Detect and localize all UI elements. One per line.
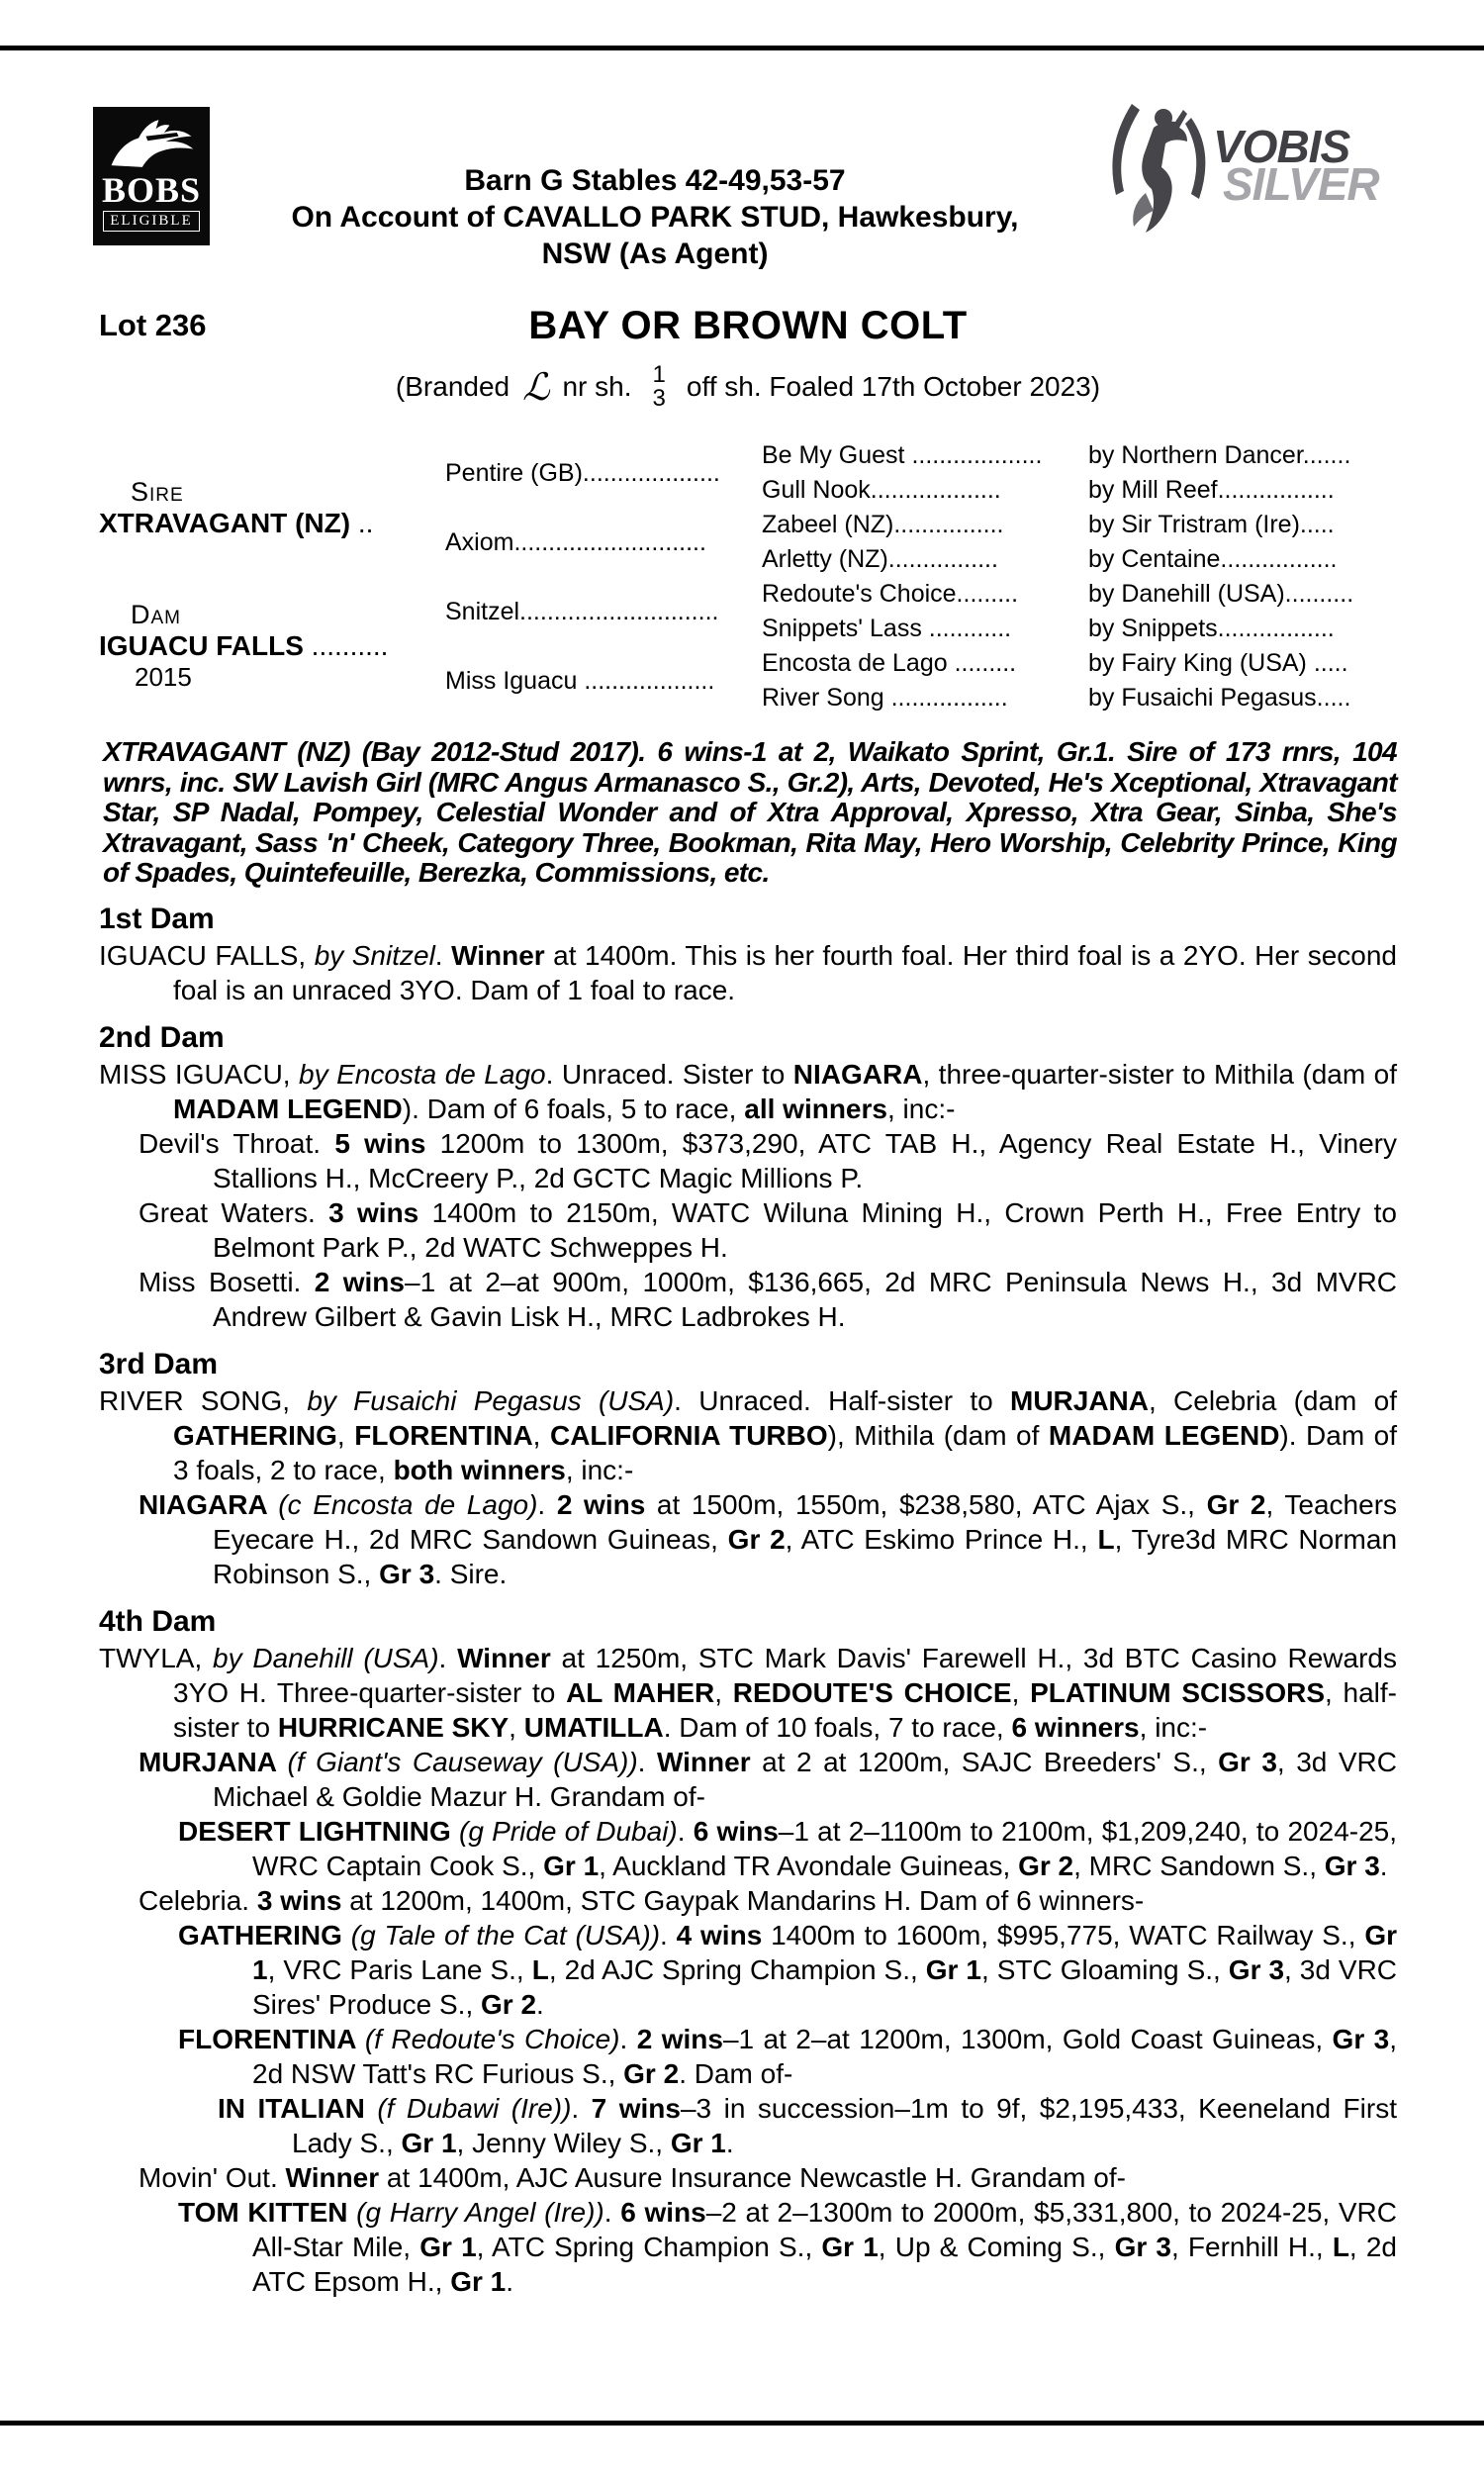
bobs-logo-subtitle: ELIGIBLE (103, 211, 199, 232)
dam-label: Dam (131, 600, 181, 629)
text-run: . (537, 1488, 557, 1520)
brand-mark-icon: ℒ (522, 365, 550, 409)
gen2-cell: Snitzel............................. (445, 597, 719, 625)
bobs-logo-title: BOBS (101, 170, 202, 210)
gen3-name: River Song ................. (762, 684, 1008, 712)
vobis-silver-logo (1100, 93, 1397, 238)
gen3-row (762, 508, 1397, 542)
text-run: , half-sister to (173, 1676, 1397, 1743)
bobs-horse-icon (106, 115, 197, 172)
pedigree-paragraph (99, 1126, 1397, 1195)
gen3-name: Snippets' Lass ............ (762, 615, 1012, 642)
sire-block (99, 438, 445, 577)
text-run: 6 wins (620, 2196, 706, 2228)
text-run: . (725, 2127, 734, 2158)
text-run: (f Giant's Causeway (USA)) (287, 1746, 638, 1777)
text-run: , Up & Coming S., (878, 2231, 1115, 2262)
text-run: , Celebria (dam of (1149, 1384, 1397, 1416)
text-run: L (531, 1953, 549, 1985)
text-run: ). Dam of 3 foals, 2 to race, (173, 1419, 1398, 1485)
text-run: Gr 2 (1018, 1850, 1074, 1881)
text-run: by Fusaichi Pegasus (USA) (307, 1384, 675, 1416)
text-run: Gr 1 (450, 2265, 507, 2297)
text-run: Gr 1 (419, 2231, 477, 2262)
text-run: 6 winners (1011, 1711, 1140, 1743)
text-run: 2 wins (556, 1488, 646, 1520)
gen3-name: Arletty (NZ)................ (762, 545, 998, 573)
gen2-cell: Miss Iguacu ................... (445, 666, 715, 695)
text-run: all winners (744, 1093, 887, 1124)
text-run: , Fernhill H., (1170, 2231, 1333, 2262)
pedigree-paragraph (99, 2091, 1397, 2160)
pedigree-paragraph (99, 2160, 1397, 2195)
text-run: GATHERING (173, 1419, 337, 1451)
text-run: at 1500m, 1550m, $238,580, ATC Ajax S., (645, 1488, 1207, 1520)
barn-line: Barn G Stables 42-49,53-57 (464, 164, 846, 197)
text-run: . (677, 1815, 694, 1847)
text-run: , inc:- (565, 1454, 634, 1485)
horse-title: BAY OR BROWN COLT (528, 304, 968, 347)
lot-row (99, 304, 1397, 349)
text-run: 5 wins (334, 1127, 426, 1159)
text-run: at 1200m, 1400m, STC Gaypak Mandarins H. Dam of 6 winners- (341, 1884, 1145, 1916)
dam-block (99, 577, 445, 715)
brand-fraction (645, 363, 674, 411)
text-run: ). Dam of 6 foals, 5 to race, (402, 1093, 745, 1124)
text-run: by Snitzel (314, 939, 435, 971)
dam-name (99, 630, 445, 662)
branded-prefix: (Branded (395, 371, 510, 402)
text-run: . (571, 2092, 592, 2124)
text-run: , 2d NSW Tatt's RC Furious S., (252, 2023, 1398, 2089)
pedigree-paragraph (99, 1814, 1397, 1883)
text-run: Movin' Out. (139, 2161, 286, 2193)
text-run: Gr 1 (543, 1850, 600, 1881)
branded-near-shoulder: nr sh. (562, 371, 632, 402)
bobs-logo (93, 107, 210, 245)
gen3-row (762, 612, 1397, 646)
text-run: 2 wins (314, 1266, 405, 1297)
text-run: , ATC Eskimo Prince H., (785, 1523, 1098, 1555)
text-run: at 1400m. This is her fourth foal. Her third foal is a 2YO. Her second foal is an unraced 3YO. Dam of 1 foal to race. (173, 939, 1397, 1005)
text-run: . Sire. (434, 1558, 508, 1589)
gen3-sire: by Fairy King (USA) ..... (1088, 649, 1348, 677)
text-run: . (438, 1642, 458, 1673)
dam-section-heading: 1st Dam (99, 902, 215, 935)
text-run: NIAGARA (139, 1488, 279, 1520)
text-run: Winner (656, 1746, 751, 1777)
text-run: Gr 3 (1114, 2231, 1171, 2262)
text-run: 1400m to 2150m, WATC Wiluna Mining H., Crown Perth H., Free Entry to Belmont Park P., 2d WATC Schweppes H. (213, 1196, 1397, 1263)
text-run: . (619, 2023, 637, 2054)
text-run: Gr 1 (670, 2127, 726, 2158)
text-run: DESERT LIGHTNING (178, 1815, 459, 1847)
sire-label: Sire (131, 476, 184, 507)
gen3-sire: by Centaine................. (1088, 545, 1338, 573)
brand-fraction-top: 1 (652, 361, 666, 388)
text-run: Celebria. (139, 1884, 257, 1916)
text-run: (g Pride of Dubai) (459, 1815, 678, 1847)
text-run: 2 wins (636, 2023, 723, 2054)
text-run: Gr 2 (481, 1988, 537, 2020)
pedigree-paragraph (99, 1918, 1397, 2022)
sire-name-dots: .. (350, 507, 374, 538)
gen3-row (762, 473, 1397, 508)
pedigree-gen3-column (762, 438, 1397, 715)
gen3-row (762, 681, 1397, 715)
gen3-sire: by Northern Dancer....... (1088, 441, 1351, 469)
text-run: 4 wins (676, 1919, 763, 1951)
text-run: Miss Bosetti. (139, 1266, 315, 1297)
account-line: On Account of CAVALLO PARK STUD, Hawkesbury, (291, 201, 1019, 234)
text-run: , (532, 1419, 550, 1451)
text-run: , 2d ATC Epsom H., (252, 2231, 1398, 2297)
dam-sections (99, 903, 1397, 2299)
page-content (99, 0, 1397, 2299)
text-run: , (1011, 1676, 1031, 1708)
text-run: . (1379, 1850, 1388, 1881)
text-run: . Unraced. Sister to (545, 1058, 793, 1090)
text-run: both winners (393, 1454, 566, 1485)
text-run: MADAM LEGEND (173, 1093, 403, 1124)
gen3-name: Be My Guest ................... (762, 441, 1043, 469)
text-run: (f Redoute's Choice) (364, 2023, 620, 2054)
text-run: Great Waters. (139, 1196, 329, 1228)
bottom-rule (0, 2421, 1484, 2426)
text-run: –1 at 2–at 900m, 1000m, $136,665, 2d MRC Peninsula News H., 3d MVRC Andrew Gilbert & Gavin Lisk H., MRC Ladbrokes H. (213, 1266, 1398, 1332)
text-run: , ATC Spring Champion S., (476, 2231, 822, 2262)
dam-section-heading: 4th Dam (99, 1604, 217, 1638)
text-run: , inc:- (886, 1093, 956, 1124)
text-run: ), Mithila (dam of (827, 1419, 1049, 1451)
text-run: –1 at 2–at 1200m, 1300m, Gold Coast Guineas, (722, 2023, 1333, 2054)
text-run: RIVER SONG, (99, 1384, 308, 1416)
pedigree-paragraph (99, 1265, 1397, 1334)
pedigree-paragraph (99, 2195, 1397, 2299)
brand-fraction-bottom: 3 (652, 385, 666, 412)
text-run: Gr 1 (925, 1953, 982, 1985)
gen3-sire: by Danehill (USA).......... (1088, 580, 1354, 608)
text-run: , STC Gloaming S., (981, 1953, 1229, 1985)
branded-foaled: off sh. Foaled 17th October 2023) (686, 371, 1101, 402)
sire-name (99, 508, 445, 539)
text-run: 3 wins (328, 1196, 419, 1228)
text-run: , Tyre3d MRC Norman Robinson S., (213, 1523, 1398, 1589)
agent-line: NSW (As Agent) (541, 238, 769, 270)
gen3-row (762, 542, 1397, 577)
text-run: IGUACU FALLS, (99, 939, 315, 971)
text-run: . (660, 1919, 677, 1951)
text-run: . Unraced. Half-sister to (674, 1384, 1010, 1416)
gen3-row (762, 438, 1397, 473)
page-header (99, 107, 1397, 272)
pedigree-paragraph (99, 1745, 1397, 1814)
lot-number: Lot 236 (99, 308, 207, 342)
text-run: FLORENTINA (178, 2023, 365, 2054)
text-run: , 2d AJC Spring Champion S., (548, 1953, 926, 1985)
gen3-sire: by Snippets................. (1088, 615, 1335, 642)
text-run: Gr 3 (1228, 1953, 1285, 1985)
text-run: UMATILLA (523, 1711, 664, 1743)
text-run: , 3d VRC Michael & Goldie Mazur H. Grandam of- (213, 1746, 1397, 1812)
gen3-name: Redoute's Choice......... (762, 580, 1019, 608)
text-run: , MRC Sandown S., (1073, 1850, 1325, 1881)
text-run: PLATINUM SCISSORS (1030, 1676, 1326, 1708)
pedigree-table (99, 438, 1397, 715)
text-run: MURJANA (1010, 1384, 1149, 1416)
text-run: , (509, 1711, 524, 1743)
text-run: , three-quarter-sister to Mithila (dam of (922, 1058, 1397, 1090)
text-run: . (603, 2196, 621, 2228)
gen3-name: Encosta de Lago ......... (762, 649, 1017, 677)
pedigree-paragraph (99, 1195, 1397, 1265)
text-run: 6 wins (693, 1815, 779, 1847)
text-run: 1400m to 1600m, $995,775, WATC Railway S., (762, 1919, 1365, 1951)
text-run: Gr 1 (821, 2231, 879, 2262)
text-run: , inc:- (1139, 1711, 1208, 1743)
gen3-row (762, 577, 1397, 612)
text-run: –2 at 2–1300m to 2000m, $5,331,800, to 2024-25, VRC All-Star Mile, (252, 2196, 1397, 2262)
branded-line (99, 357, 1397, 417)
pedigree-paragraph (99, 1487, 1397, 1591)
text-run: REDOUTE'S CHOICE (732, 1676, 1012, 1708)
text-run: 3 wins (256, 1884, 342, 1916)
gen3-sire: by Fusaichi Pegasus..... (1088, 684, 1351, 712)
text-run: . Dam of 10 foals, 7 to race, (663, 1711, 1012, 1743)
text-run: Gr 3 (1324, 1850, 1380, 1881)
vobis-rider-icon (1100, 93, 1219, 238)
consignment-block (210, 107, 1100, 272)
text-run: GATHERING (178, 1919, 351, 1951)
gen3-row (762, 646, 1397, 681)
text-run: Gr 3 (1332, 2023, 1390, 2054)
gen3-sire: by Sir Tristram (Ire)..... (1088, 511, 1335, 538)
vobis-logo-text (1213, 121, 1379, 210)
text-run: AL MAHER (566, 1676, 715, 1708)
text-run: , 3d VRC Sires' Produce S., (252, 1953, 1398, 2020)
text-run: by Encosta de Lago (299, 1058, 546, 1090)
text-run: (c Encosta de Lago) (278, 1488, 538, 1520)
text-run: MISS IGUACU, (99, 1058, 300, 1090)
sire-description: XTRAVAGANT (NZ) (Bay 2012-Stud 2017). 6 wins-1 at 2, Waikato Sprint, Gr.1. Sire of 173 rnrs, 104 wnrs, inc. SW Lavish Girl (MRC Angus Armanasco S., Gr.2), Arts, Devoted, He's Xceptional, Xtravagant Star, SP Nadal, Pompey, Celestial Wonder and of Xtra Approval, Xpresso, Xtra Gear, Sinba, She's Xtravagant, Sass 'n' Cheek, Category Three, Bookman, Rita May, Hero Worship, Celebrity Prince, King of Spades, Quintefeuille, Berezka, Commissions, etc. (103, 736, 1397, 888)
text-run: 7 wins (591, 2092, 681, 2124)
vobis-logo-title: VOBIS (1213, 121, 1350, 172)
dam-section-heading: 3rd Dam (99, 1347, 219, 1380)
text-run: (g Harry Angel (Ire)) (356, 2196, 604, 2228)
pedigree-paragraph (99, 1641, 1397, 1745)
sire-name-text: XTRAVAGANT (NZ) (99, 507, 351, 538)
text-run: at 1400m, AJC Ausure Insurance Newcastle H. Grandam of- (379, 2161, 1126, 2193)
text-run: 1200m to 1300m, $373,290, ATC TAB H., Agency Real Estate H., Vinery Stallions H., McCreery P., 2d GCTC Magic Millions P. (213, 1127, 1397, 1193)
text-run: HURRICANE SKY (277, 1711, 510, 1743)
text-run: TWYLA, (99, 1642, 214, 1673)
text-run: Gr 2 (1206, 1488, 1266, 1520)
text-run: at 1250m, STC Mark Davis' Farewell H., 3d BTC Casino Rewards 3YO H. Three-quarter-sister to (173, 1642, 1397, 1708)
text-run: IN ITALIAN (218, 2092, 378, 2124)
dam-name-text: IGUACU FALLS (99, 630, 304, 661)
text-run: Gr 1 (252, 1919, 1397, 1985)
text-run: Winner (457, 1642, 551, 1673)
text-run: Gr 3 (1218, 1746, 1277, 1777)
text-run: at 2 at 1200m, SAJC Breeders' S., (750, 1746, 1219, 1777)
pedigree-paragraph (99, 1057, 1397, 1126)
text-run: L (1097, 1523, 1115, 1555)
text-run: Gr 2 (727, 1523, 786, 1555)
dam-section-heading: 2nd Dam (99, 1020, 225, 1054)
pedigree-paragraph (99, 2022, 1397, 2091)
text-run: MURJANA (139, 1746, 288, 1777)
pedigree-paragraph (99, 1883, 1397, 1918)
text-run: L (1332, 2231, 1349, 2262)
text-run: Gr 1 (401, 2127, 457, 2158)
text-run: –1 at 2–1100m to 2100m, $1,209,240, to 2024-25, WRC Captain Cook S., (252, 1815, 1398, 1881)
text-run: , Jenny Wiley S., (456, 2127, 671, 2158)
text-run: (f Dubawi (Ire)) (377, 2092, 572, 2124)
dam-year: 2015 (135, 662, 192, 692)
gen3-name: Zabeel (NZ)................ (762, 511, 1004, 538)
pedigree-gen2-column (445, 438, 762, 715)
text-run: , Teachers Eyecare H., 2d MRC Sandown Guineas, (213, 1488, 1398, 1555)
text-run: Devil's Throat. (139, 1127, 335, 1159)
gen3-name: Gull Nook................... (762, 476, 1001, 504)
text-run: . (506, 2265, 513, 2297)
text-run: Winner (451, 939, 545, 971)
text-run: , VRC Paris Lane S., (267, 1953, 532, 1985)
text-run: Gr 3 (379, 1558, 435, 1589)
gen3-sire: by Mill Reef................. (1088, 476, 1335, 504)
text-run: –3 in succession–1m to 9f, $2,195,433, Keeneland First Lady S., (292, 2092, 1397, 2158)
text-run: . (434, 939, 452, 971)
text-run: Winner (285, 2161, 380, 2193)
text-run: , (714, 1676, 733, 1708)
gen2-cell: Axiom............................ (445, 527, 706, 556)
pedigree-paragraph (99, 1383, 1397, 1487)
text-run: . (536, 1988, 544, 2020)
text-run: . (637, 1746, 657, 1777)
text-run: TOM KITTEN (178, 2196, 357, 2228)
text-run: . Dam of- (679, 2057, 793, 2089)
text-run: NIAGARA (792, 1058, 923, 1090)
text-run: CALIFORNIA TURBO (549, 1419, 828, 1451)
text-run: FLORENTINA (354, 1419, 533, 1451)
vobis-logo-subtitle: SILVER (1223, 158, 1379, 210)
dam-name-dots: .......... (303, 630, 389, 661)
text-run: MADAM LEGEND (1048, 1419, 1280, 1451)
text-run: (g Tale of the Cat (USA)) (350, 1919, 661, 1951)
text-run: Gr 2 (623, 2057, 680, 2089)
pedigree-gen1-column (99, 438, 445, 715)
pedigree-paragraph (99, 938, 1397, 1007)
text-run: , Auckland TR Avondale Guineas, (599, 1850, 1019, 1881)
gen2-cell: Pentire (GB).................... (445, 458, 720, 487)
text-run: , (336, 1419, 355, 1451)
text-run: by Danehill (USA) (213, 1642, 439, 1673)
